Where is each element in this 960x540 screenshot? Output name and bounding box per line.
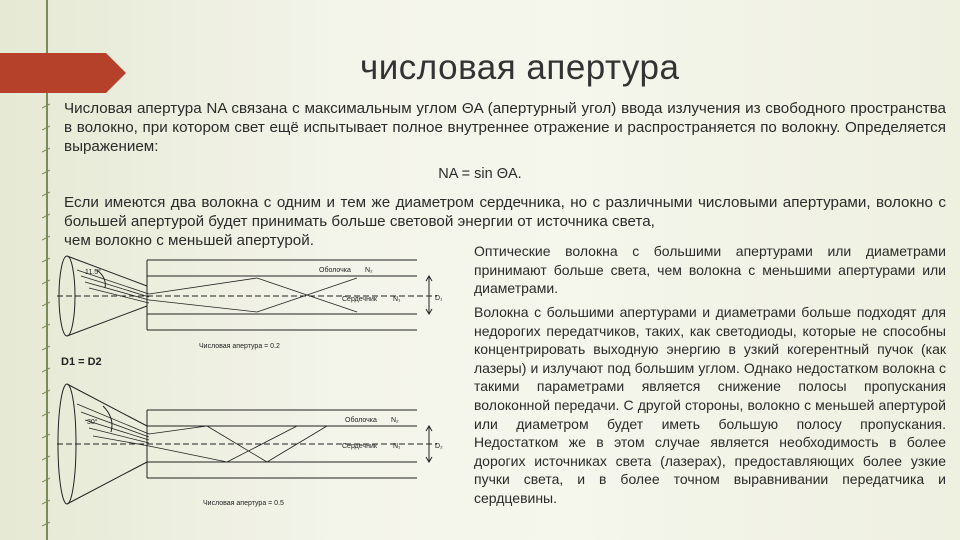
aperture-diagram xyxy=(57,254,457,532)
top-core-label: Сердечник xyxy=(342,296,377,303)
paragraph-definition: Числовая апертура NA связана с максимальным углом ΘA (апертурный угол) ввода излучения из свободного пространства в волокно, при котором свет ещё испытывает полное внутреннее отражение и распространяется по волокну. Определяется выражением: xyxy=(64,100,946,155)
right-paragraph-bandwidth: Волокна с большими апертурами и диаметрами больше подходят для недорогих передатчиков, таких, как светодиоды, которые не способны концентрировать выходную энергию в узкий когерентный пучок (как лазеры) и излучают под большим углом. Однако недостатком волокна с такими параметрами является снижение полосы пропускания волоконной передачи. С другой стороны, волокно с меньшей апертурой или диаметром будет иметь большую полосу пропускания. Недостатком же в этом случае является необходимость в более дорогих источниках света (лазерах), предоставляющих более узкие пучки света, и в более точном выравнивании передатчика и сердцевины. xyxy=(474,304,946,506)
top-cladding-label: Оболочка xyxy=(319,267,351,274)
top-caption: Числовая апертура = 0.2 xyxy=(199,343,280,350)
right-paragraph-light: Оптические волокна с большими апертурами или диаметрами принимают больше света, чем волокна с меньшими апертурами или диаметрами. xyxy=(474,243,946,297)
diameter-equality-label: D1 = D2 xyxy=(61,356,102,368)
top-n2-label: N₂ xyxy=(365,267,373,274)
slide-title: числовая апертура xyxy=(360,48,680,87)
top-fiber-diagram xyxy=(57,256,437,336)
bottom-fiber-diagram xyxy=(57,384,437,504)
bottom-cladding-label: Оболочка xyxy=(345,417,377,424)
paragraph-comparison-main: Если имеются два волокна с одним и тем же диаметром сердечника, но с различными числовыми апертурами, волокно с большей апертурой будет принимать больше световой энергии от источника света, xyxy=(64,194,946,230)
top-n1-label: N₁ xyxy=(393,296,401,303)
formula: NA = sin ΘA. xyxy=(438,166,522,182)
top-d1-label: D₁ xyxy=(435,295,443,302)
bottom-angle-label: 30° xyxy=(87,419,98,426)
accent-arrow-tag xyxy=(0,53,126,93)
bottom-d2-label: D₂ xyxy=(435,443,443,450)
bottom-caption: Числовая апертура = 0.5 xyxy=(203,500,284,507)
top-angle-label: 11.5° xyxy=(85,269,101,276)
bottom-core-label: Сердечник xyxy=(342,443,377,450)
paragraph-comparison-end: чем волокно с меньшей апертурой. xyxy=(64,232,314,249)
bottom-n1-label: N₁ xyxy=(393,443,401,450)
bottom-n2-label: N₂ xyxy=(391,417,399,424)
